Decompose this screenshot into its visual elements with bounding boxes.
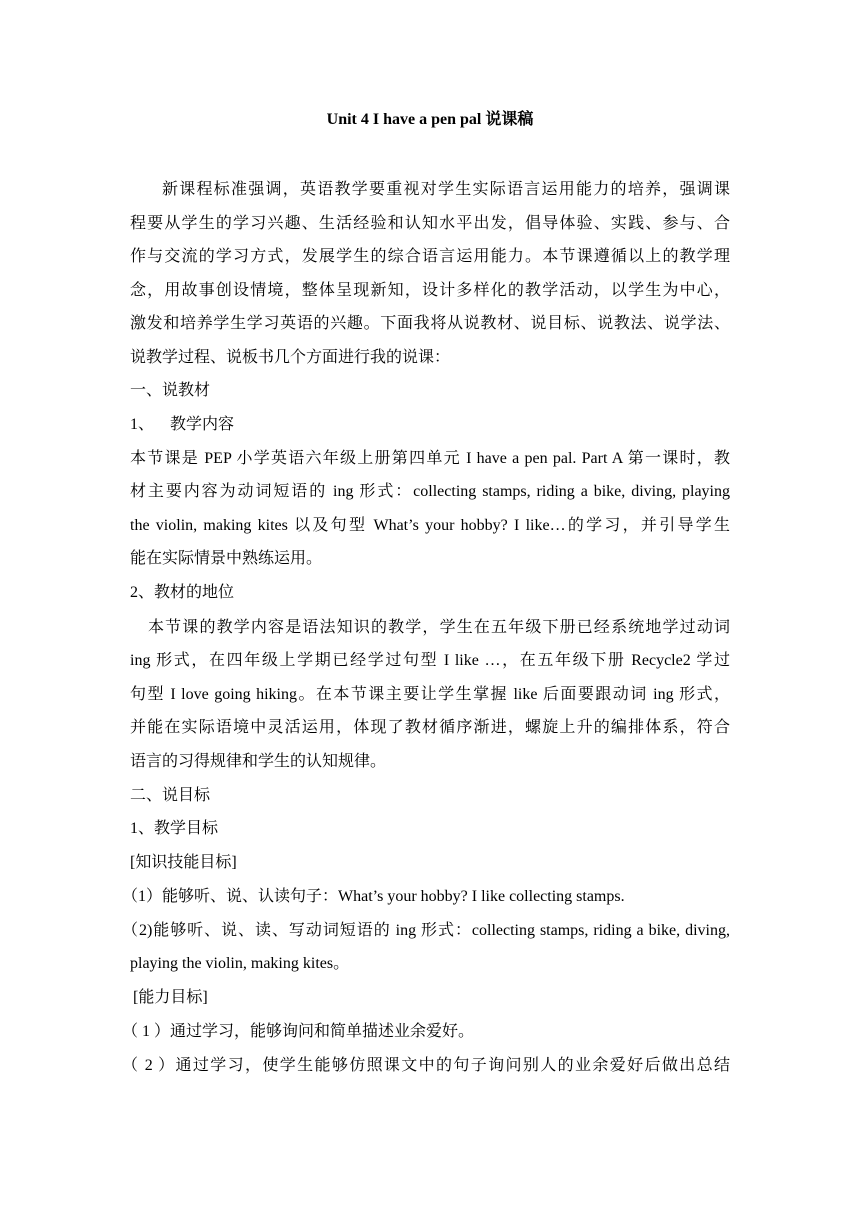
paragraph-line: 念，用故事创设情境，整体呈现新知，设计多样化的教学活动，以学生为中心， (130, 282, 730, 299)
objective-item: （ 2 ）通过学习，使学生能够仿照课文中的句子询问别人的业余爱好后做出总结 (122, 1057, 730, 1074)
paragraph-line: 作与交流的学习方式，发展学生的综合语言运用能力。本节课遵循以上的教学理 (130, 248, 730, 265)
subsection-heading: 2、教材的地位 (130, 584, 235, 601)
paragraph-line: ing 形式，在四年级上学期已经学过句型 I like …，在五年级下册 Recycle2 学过 (130, 652, 730, 669)
objective-item: （1）能够听、说、认读句子：What’s your hobby? I like collecting stamps. (122, 888, 625, 905)
paragraph-line: 说教学过程、说板书几个方面进行我的说课： (130, 349, 451, 366)
paragraph-line: 本节课是 PEP 小学英语六年级上册第四单元 I have a pen pal. Part A 第一课时，教 (130, 450, 730, 467)
paragraph-line: 激发和培养学生学习英语的兴趣。下面我将从说教材、说目标、说教法、说学法、 (130, 315, 730, 332)
section-heading: 二、说目标 (130, 787, 211, 804)
objective-item: （ 1 ）通过学习，能够询问和简单描述业余爱好。 (122, 1023, 475, 1040)
paragraph-line: 新课程标准强调，英语教学要重视对学生实际语言运用能力的培养，强调课 (162, 181, 730, 198)
paragraph-line: 句型 I love going hiking。在本节课主要让学生掌握 like 后面要跟动词 ing 形式， (130, 686, 730, 703)
document-title: Unit 4 I have a pen pal 说课稿 (326, 111, 534, 128)
objective-item-continued: playing the violin, making kites。 (130, 955, 350, 972)
subsection-heading: 1、 教学内容 (130, 416, 235, 433)
paragraph-line: 材主要内容为动词短语的 ing 形式：collecting stamps, riding a bike, diving, playing (130, 483, 730, 500)
objective-category: [知识技能目标] (130, 854, 237, 871)
objective-category: [能力目标] (133, 989, 208, 1006)
subsection-heading: 1、教学目标 (130, 820, 219, 837)
paragraph-line: 语言的习得规律和学生的认知规律。 (130, 753, 387, 770)
objective-item: （2)能够听、说、读、写动词短语的 ing 形式：collecting stamps, riding a bike, diving, (122, 922, 730, 939)
paragraph-line: the violin, making kites 以及句型 What’s your hobby? I like…的学习，并引导学生 (130, 517, 730, 534)
paragraph-line: 并能在实际语境中灵活运用，体现了教材循序渐进，螺旋上升的编排体系，符合 (130, 719, 730, 736)
section-heading: 一、说教材 (130, 382, 211, 399)
paragraph-line: 程要从学生的学习兴趣、生活经验和认知水平出发，倡导体验、实践、参与、合 (130, 215, 730, 232)
paragraph-line: 本节课的教学内容是语法知识的教学，学生在五年级下册已经系统地学过动词 (148, 619, 730, 636)
paragraph-line: 能在实际情景中熟练运用。 (130, 550, 323, 567)
